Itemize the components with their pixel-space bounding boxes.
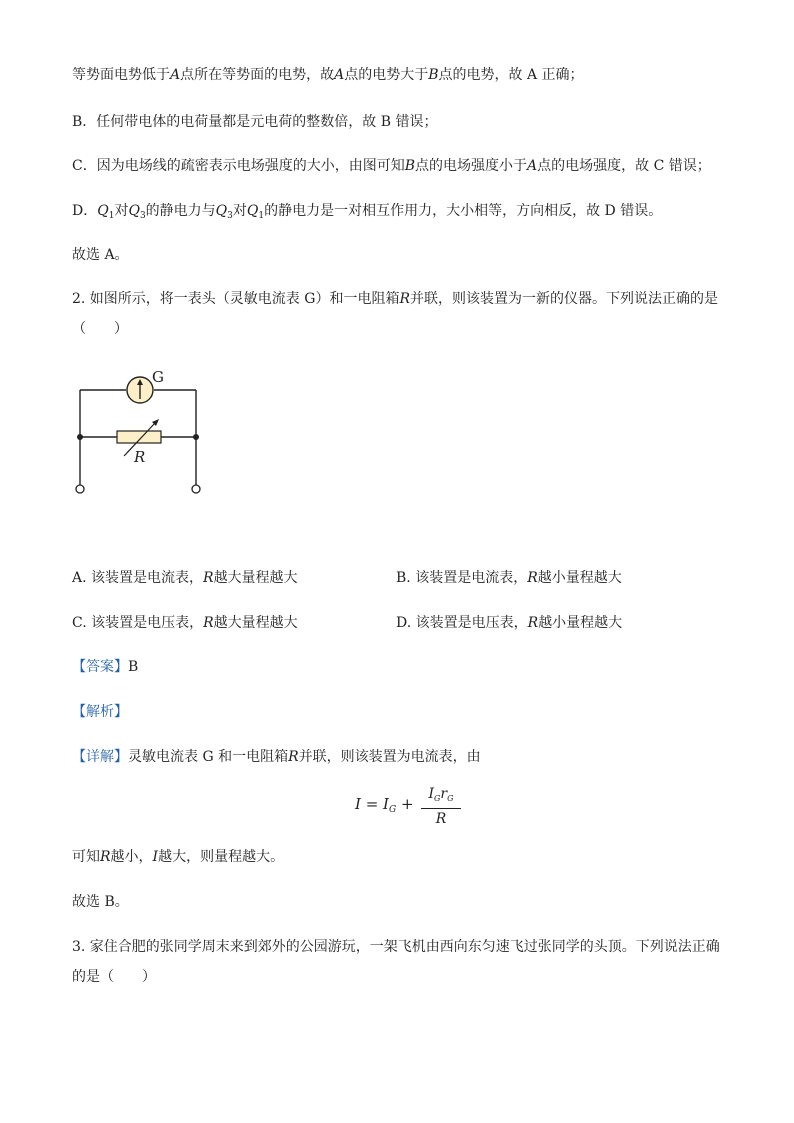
formula-fraction: [421, 785, 461, 829]
var-r: R: [527, 615, 539, 631]
subscript: G: [447, 794, 454, 803]
text: 越小量程越大: [537, 570, 622, 586]
galvanometer-label: G: [152, 368, 164, 386]
var-r: R: [399, 291, 410, 307]
conclusion-line: [72, 848, 284, 866]
var-r: R: [203, 615, 214, 631]
text: 2. 如图所示，将一表头（灵敏电流表 G）和一电阻箱: [72, 291, 400, 307]
analysis-line-b: B．任何带电体的电荷量都是元电荷的整数倍，故 B 错误；: [72, 114, 438, 130]
text: 等势面电势低于: [72, 67, 170, 83]
var-q: Q: [97, 203, 109, 219]
formula-lhs: [355, 795, 414, 815]
text: 的静电力与: [145, 203, 216, 219]
subscript: 3: [227, 211, 233, 221]
text: 点所在等势面的电势，故: [180, 67, 335, 83]
var-i: I: [152, 849, 159, 865]
var-r: R: [100, 849, 111, 865]
subscript: 1: [108, 211, 115, 221]
text: 的静电力是一对相互作用力，大小相等，方向相反，故 D 错误。: [264, 203, 663, 219]
question-3-stem: 3. 家住合肥的张同学周末来到郊外的公园游玩，一架飞机由西向东匀速飞过张同学的头顶。下列说法正确: [72, 939, 720, 955]
text: B. 该装置是电流表，: [396, 570, 528, 586]
var-q: Q: [128, 203, 140, 219]
answer-value: B: [128, 659, 139, 675]
option-a[interactable]: [72, 569, 298, 587]
option-d[interactable]: [396, 614, 622, 632]
text: 点的电势，故 A 正确；: [438, 67, 584, 83]
var-i: I: [428, 786, 435, 802]
text: A. 该装置是电流表，: [72, 570, 204, 586]
resistor-box-icon: [117, 431, 161, 443]
select-answer-a: 故选 A。: [72, 247, 129, 263]
terminal-icon: [192, 485, 200, 493]
text: 点的电场强度，故 C 错误；: [537, 158, 711, 174]
subscript: 3: [139, 211, 146, 221]
var-a: A: [334, 67, 345, 83]
text: 并联，则该装置为一新的仪器。下列说法正确的是: [410, 291, 718, 307]
var-i: I: [383, 795, 389, 813]
var-i: I: [355, 795, 361, 813]
text: 点的电势大于: [344, 67, 429, 83]
option-b[interactable]: [396, 569, 622, 587]
var-b: B: [428, 67, 439, 83]
analysis-heading: [72, 703, 128, 721]
equals: =: [360, 795, 384, 813]
var-q: Q: [215, 203, 228, 219]
analysis-line-a-continued: [72, 66, 584, 84]
junction-dot: [193, 434, 199, 440]
var-r: R: [203, 570, 214, 586]
denominator: R: [435, 811, 447, 827]
var-r: R: [527, 570, 538, 586]
circuit-diagram: [60, 360, 230, 505]
question-2-bracket: （ ）: [72, 321, 128, 337]
terminal-icon: [76, 485, 84, 493]
var-a: A: [527, 158, 538, 174]
subscript: G: [434, 794, 441, 803]
text: 灵敏电流表 G 和一电阻箱: [128, 749, 289, 765]
current-formula: [355, 785, 465, 829]
var-r-lower: r: [440, 786, 448, 802]
text: 越小量程越大: [538, 615, 623, 631]
text: C. 该装置是电压表，: [72, 615, 204, 631]
analysis-line-c: [72, 157, 711, 175]
detail-tag: 【详解】: [72, 749, 128, 765]
text: 可知: [72, 849, 100, 865]
answer-line: [72, 658, 138, 676]
plus: +: [396, 795, 414, 813]
select-answer-b: 故选 B。: [72, 894, 129, 910]
text: 对: [114, 203, 129, 219]
resistor-label: R: [134, 448, 146, 466]
answer-tag: 【答案】: [72, 659, 128, 675]
var-r: R: [288, 749, 299, 765]
text: 对: [232, 203, 247, 219]
var-q: Q: [246, 203, 259, 219]
var-a: A: [170, 67, 181, 83]
question-2-stem: [72, 290, 718, 308]
junction-dot: [77, 434, 83, 440]
question-3-stem-line2: 的是（ ）: [72, 969, 156, 985]
subscript: G: [388, 805, 397, 815]
subscript: 1: [258, 211, 265, 221]
text: D. 该装置是电压表，: [396, 615, 528, 631]
detail-line: [72, 748, 481, 766]
text: 越大量程越大: [213, 570, 298, 586]
text: 越大量程越大: [213, 615, 298, 631]
numerator: [421, 785, 461, 809]
text: 越大，则量程越大。: [158, 849, 285, 865]
analysis-tag: 【解析】: [72, 704, 128, 720]
text: C．因为电场线的疏密表示电场强度的大小，由图可知: [72, 158, 405, 174]
var-b: B: [404, 158, 416, 174]
text: D．: [72, 203, 98, 219]
text: 并联，则该装置为电流表，由: [298, 749, 481, 765]
text: 点的电场强度小于: [415, 158, 528, 174]
option-c[interactable]: [72, 614, 298, 632]
text: 越小，: [110, 849, 153, 865]
analysis-line-d: [72, 202, 662, 225]
